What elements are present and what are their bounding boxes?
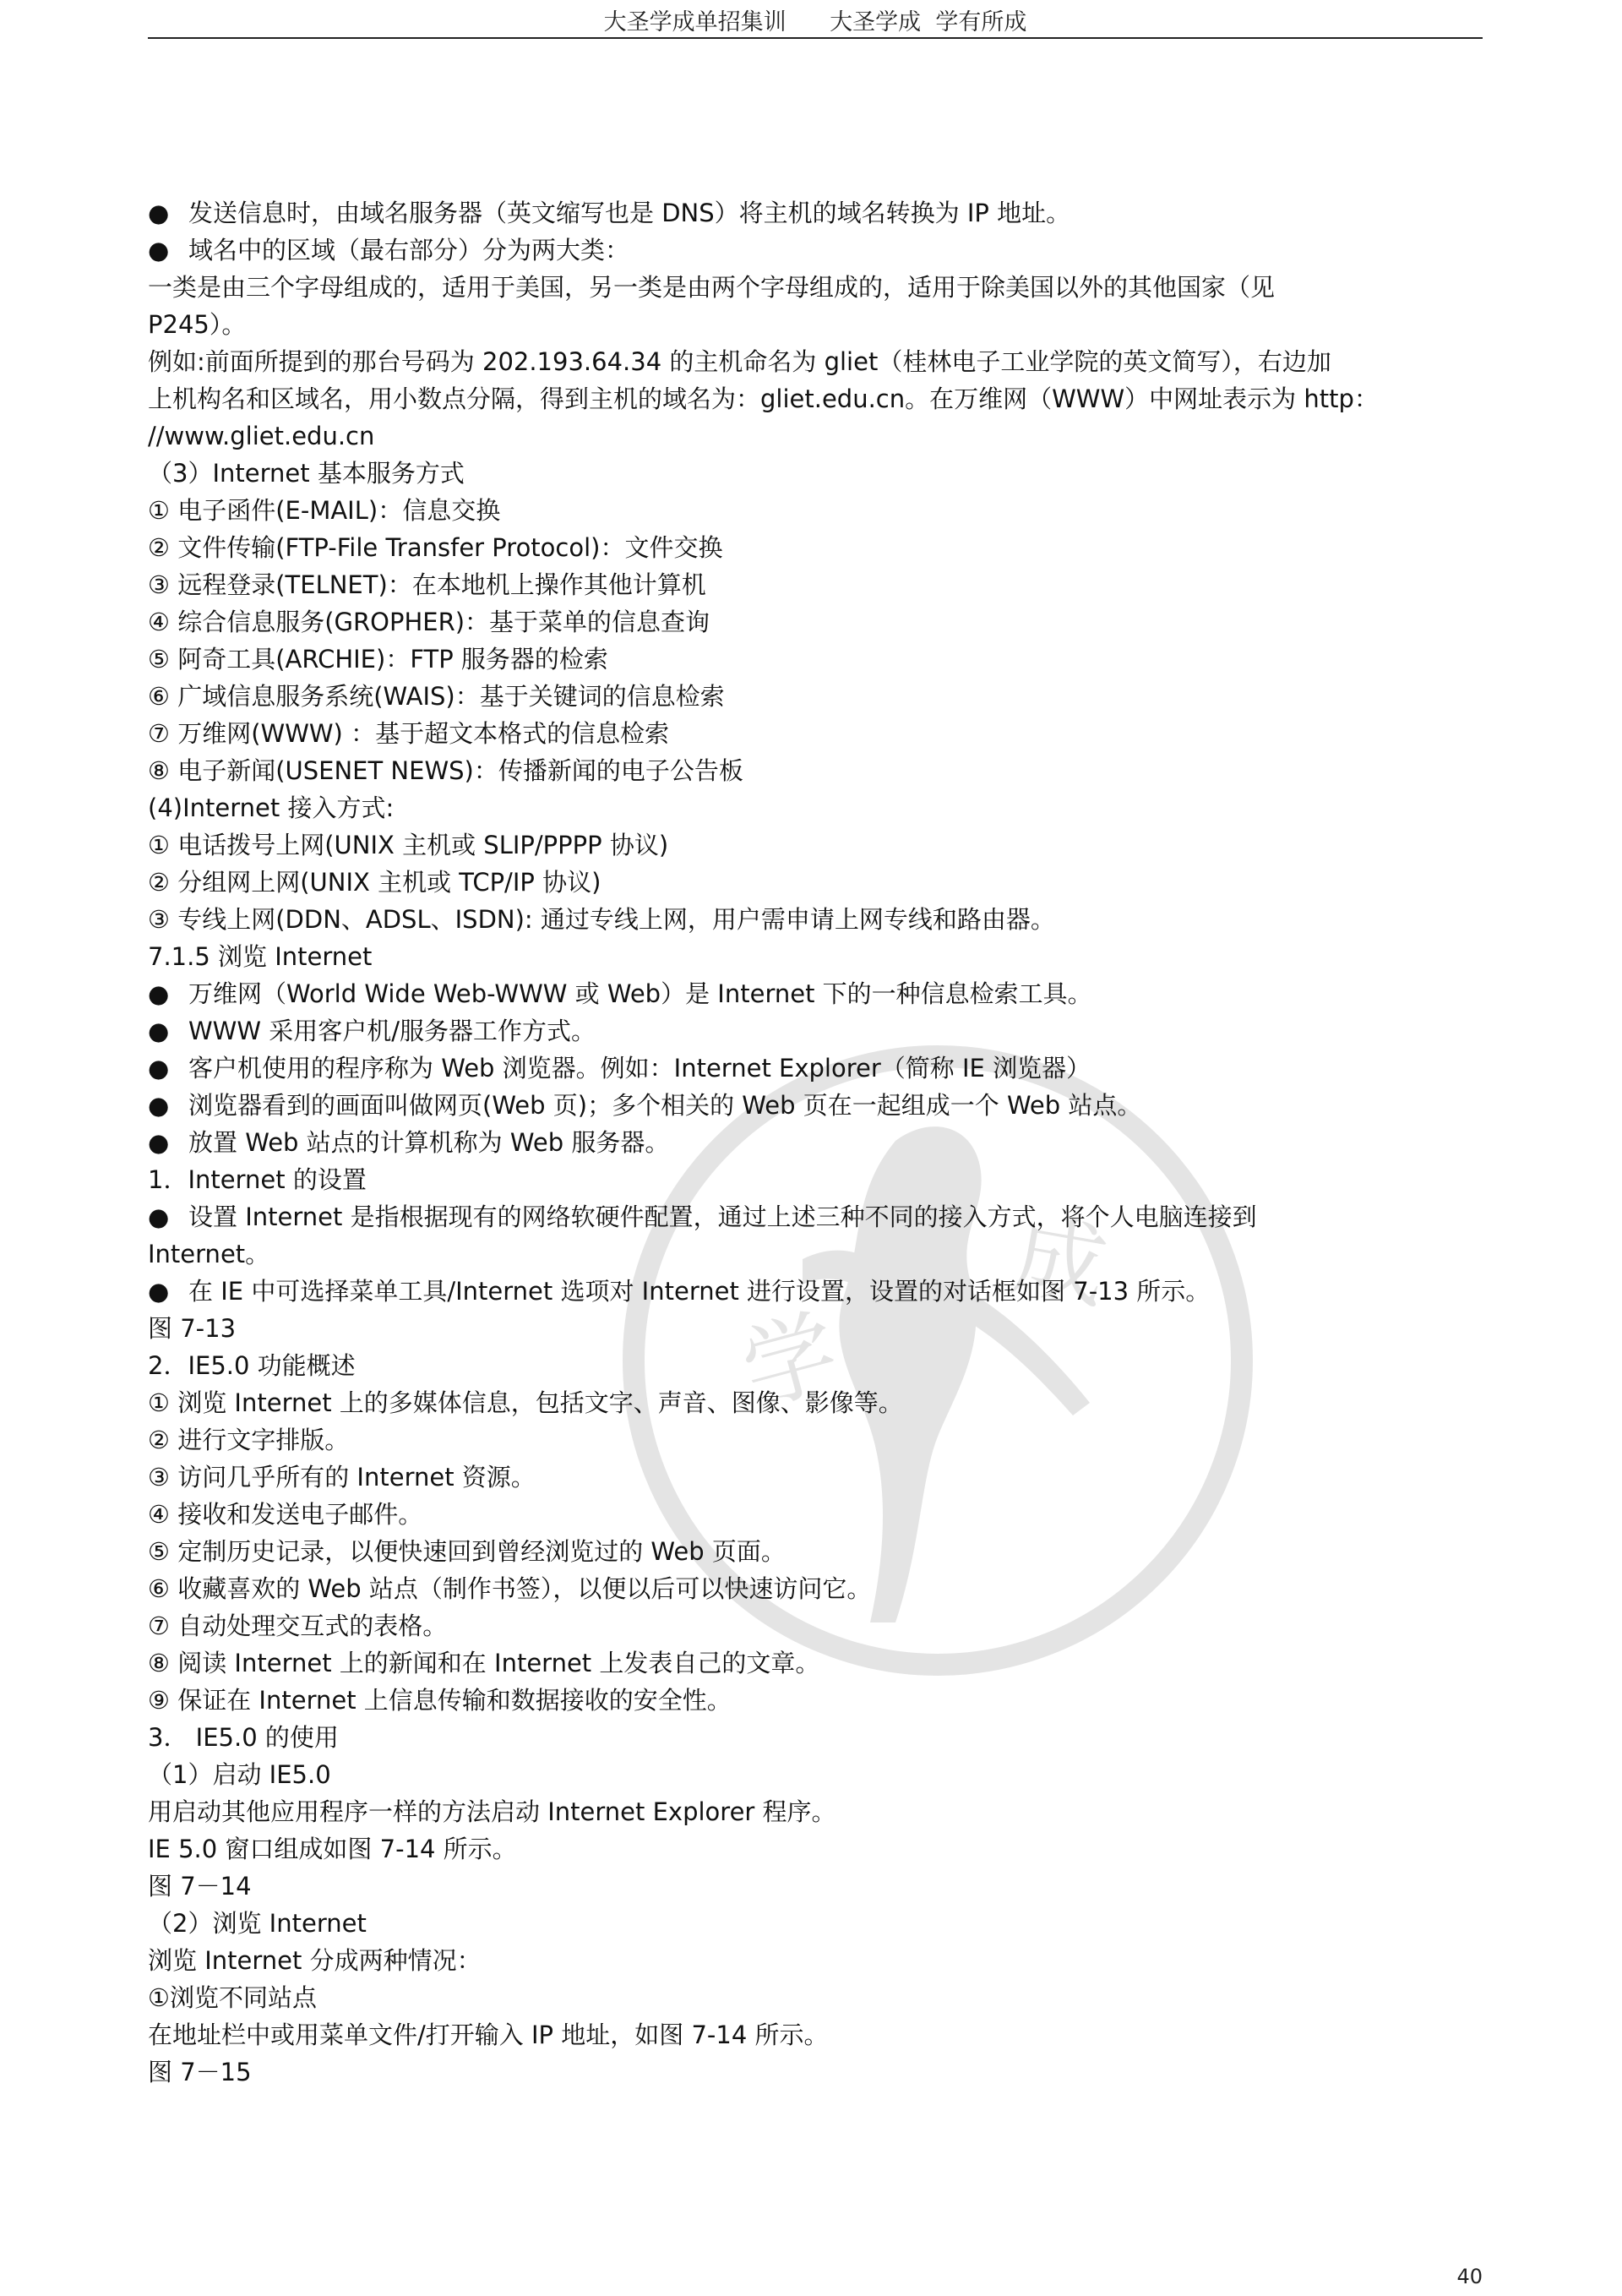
line-text: （2）浏览 Internet bbox=[148, 1909, 367, 1938]
line-text: ⑤ 阿奇工具(ARCHIE)：FTP 服务器的检索 bbox=[148, 645, 608, 674]
text-line bbox=[148, 789, 1483, 826]
bullet-line bbox=[148, 232, 1483, 269]
header-title: 大圣学成单招集训 大圣学成 学有所成 bbox=[603, 9, 1027, 35]
text-line bbox=[148, 641, 1483, 678]
line-text: 万维网（World Wide Web-WWW 或 Web）是 Internet 下的一种信息检索工具。 bbox=[188, 979, 1092, 1008]
text-line bbox=[148, 2016, 1483, 2053]
line-text: ① 电话拨号上网(UNIX 主机或 SLIP/PPPP 协议) bbox=[148, 831, 669, 859]
text-line bbox=[148, 380, 1483, 417]
line-text: 发送信息时，由域名服务器（英文缩写也是 DNS）将主机的域名转换为 IP 地址。 bbox=[188, 199, 1071, 227]
line-text: ⑥ 收藏喜欢的 Web 站点（制作书签），以便以后可以快速访问它。 bbox=[148, 1574, 872, 1603]
line-text: ② 进行文字排版。 bbox=[148, 1426, 350, 1454]
line-text: 图 7－15 bbox=[148, 2058, 252, 2086]
watermark-char-1: 学 bbox=[731, 1296, 850, 1426]
text-line bbox=[148, 1235, 1483, 1273]
page-header bbox=[148, 0, 1483, 39]
text-line bbox=[148, 864, 1483, 901]
line-text: 浏览 Internet 分成两种情况： bbox=[148, 1946, 482, 1975]
line-text: WWW 采用客户机/服务器工作方式。 bbox=[188, 1017, 596, 1045]
text-line bbox=[148, 901, 1483, 938]
line-text: 图 7－14 bbox=[148, 1872, 252, 1901]
text-line bbox=[148, 1384, 1483, 1421]
line-text: IE 5.0 窗口组成如图 7-14 所示。 bbox=[148, 1835, 517, 1863]
text-line bbox=[148, 1607, 1483, 1644]
bullet-icon: ● bbox=[148, 1277, 170, 1306]
text-line bbox=[148, 678, 1483, 715]
line-text: P245）。 bbox=[148, 310, 247, 339]
line-text: 例如:前面所提到的那台号码为 202.193.64.34 的主机命名为 gliet（桂林电子工业学院的英文简写），右边加 bbox=[148, 347, 1331, 376]
bullet-line bbox=[148, 975, 1483, 1012]
text-line bbox=[148, 1459, 1483, 1496]
text-line bbox=[148, 1682, 1483, 1719]
line-text: ⑤ 定制历史记录，以便快速回到曾经浏览过的 Web 页面。 bbox=[148, 1537, 786, 1566]
line-text: ① 电子函件(E-MAIL)：信息交换 bbox=[148, 496, 501, 525]
line-text: ① 浏览 Internet 上的多媒体信息，包括文字、声音、图像、影像等。 bbox=[148, 1388, 903, 1417]
text-line bbox=[148, 1533, 1483, 1570]
text-line bbox=[148, 752, 1483, 789]
text-line bbox=[148, 1905, 1483, 1942]
text-line bbox=[148, 417, 1483, 455]
bullet-line bbox=[148, 1124, 1483, 1161]
document-body bbox=[148, 194, 1483, 2091]
text-line bbox=[148, 715, 1483, 752]
bullet-icon: ● bbox=[148, 199, 170, 227]
bullet-icon: ● bbox=[148, 236, 170, 265]
line-text: 1．Internet 的设置 bbox=[148, 1165, 367, 1194]
line-text: 用启动其他应用程序一样的方法启动 Internet Explorer 程序。 bbox=[148, 1797, 836, 1826]
text-line bbox=[148, 1310, 1483, 1347]
text-line bbox=[148, 1719, 1483, 1756]
bullet-line bbox=[148, 1273, 1483, 1310]
line-text: ④ 综合信息服务(GROPHER)：基于菜单的信息查询 bbox=[148, 608, 710, 636]
line-text: 在地址栏中或用菜单文件/打开输入 IP 地址，如图 7-14 所示。 bbox=[148, 2021, 829, 2049]
line-text: 客户机使用的程序称为 Web 浏览器。例如：Internet Explorer（简称 IE 浏览器） bbox=[188, 1054, 1091, 1083]
line-text: 在 IE 中可选择菜单工具/Internet 选项对 Internet 进行设置，设置的对话框如图 7-13 所示。 bbox=[188, 1277, 1211, 1306]
line-text: ② 分组网上网(UNIX 主机或 TCP/IP 协议) bbox=[148, 868, 601, 897]
bullet-line bbox=[148, 194, 1483, 232]
text-line bbox=[148, 455, 1483, 492]
text-line bbox=[148, 1161, 1483, 1198]
bullet-line bbox=[148, 1198, 1483, 1235]
line-text: ①浏览不同站点 bbox=[148, 1983, 317, 2012]
text-line bbox=[148, 1756, 1483, 1793]
text-line bbox=[148, 938, 1483, 975]
line-text: 放置 Web 站点的计算机称为 Web 服务器。 bbox=[188, 1128, 670, 1157]
line-text: //www.gliet.edu.cn bbox=[148, 422, 375, 450]
line-text: ③ 专线上网(DDN、ADSL、ISDN): 通过专线上网，用户需申请上网专线和路由器。 bbox=[148, 905, 1055, 934]
bullet-icon: ● bbox=[148, 1128, 170, 1157]
line-text: 设置 Internet 是指根据现有的网络软硬件配置，通过上述三种不同的接入方式，将个人电脑连接到 bbox=[188, 1203, 1257, 1231]
page-number: 40 bbox=[1456, 2265, 1483, 2288]
text-line bbox=[148, 269, 1483, 306]
line-text: Internet。 bbox=[148, 1240, 270, 1268]
bullet-line bbox=[148, 1087, 1483, 1124]
text-line bbox=[148, 529, 1483, 566]
text-line bbox=[148, 306, 1483, 343]
text-line bbox=[148, 1868, 1483, 1905]
text-line bbox=[148, 492, 1483, 529]
text-line bbox=[148, 1644, 1483, 1682]
line-text: 域名中的区域（最右部分）分为两大类： bbox=[188, 236, 630, 265]
line-text: （1）启动 IE5.0 bbox=[148, 1760, 331, 1789]
bullet-icon: ● bbox=[148, 1054, 170, 1083]
line-text: 3． IE5.0 的使用 bbox=[148, 1723, 339, 1752]
line-text: ⑧ 电子新闻(USENET NEWS)：传播新闻的电子公告板 bbox=[148, 756, 743, 785]
line-text: ⑨ 保证在 Internet 上信息传输和数据接收的安全性。 bbox=[148, 1686, 732, 1715]
line-text: （3）Internet 基本服务方式 bbox=[148, 459, 465, 488]
line-text: 2．IE5.0 功能概述 bbox=[148, 1351, 356, 1380]
text-line bbox=[148, 1942, 1483, 1979]
line-text: ③ 访问几乎所有的 Internet 资源。 bbox=[148, 1463, 536, 1492]
text-line bbox=[148, 1979, 1483, 2016]
text-line bbox=[148, 1496, 1483, 1533]
line-text: 上机构名和区域名，用小数点分隔，得到主机的域名为：gliet.edu.cn。在万维网（WWW）中网址表示为 http： bbox=[148, 384, 1379, 413]
text-line bbox=[148, 1830, 1483, 1868]
line-text: ⑦ 自动处理交互式的表格。 bbox=[148, 1612, 448, 1640]
bullet-line bbox=[148, 1050, 1483, 1087]
text-line bbox=[148, 603, 1483, 641]
text-line bbox=[148, 343, 1483, 380]
line-text: ② 文件传输(FTP-File Transfer Protocol)：文件交换 bbox=[148, 533, 723, 562]
text-line bbox=[148, 566, 1483, 603]
watermark-char-2: 成 bbox=[1004, 1200, 1115, 1323]
bullet-icon: ● bbox=[148, 979, 170, 1008]
line-text: ③ 远程登录(TELNET)：在本地机上操作其他计算机 bbox=[148, 570, 706, 599]
line-text: ⑦ 万维网(WWW) ：基于超文本格式的信息检索 bbox=[148, 719, 670, 748]
text-line bbox=[148, 826, 1483, 864]
text-line bbox=[148, 1421, 1483, 1459]
line-text: ⑥ 广域信息服务系统(WAIS)：基于关键词的信息检索 bbox=[148, 682, 725, 711]
line-text: 浏览器看到的画面叫做网页(Web 页)；多个相关的 Web 页在一起组成一个 Web 站点。 bbox=[188, 1091, 1142, 1120]
line-text: 图 7-13 bbox=[148, 1314, 237, 1343]
text-line bbox=[148, 1570, 1483, 1607]
line-text: ④ 接收和发送电子邮件。 bbox=[148, 1500, 423, 1529]
line-text: ⑧ 阅读 Internet 上的新闻和在 Internet 上发表自己的文章。 bbox=[148, 1649, 820, 1677]
line-text: (4)Internet 接入方式: bbox=[148, 794, 395, 822]
bullet-icon: ● bbox=[148, 1017, 170, 1045]
bullet-line bbox=[148, 1012, 1483, 1050]
text-line bbox=[148, 1347, 1483, 1384]
text-line bbox=[148, 1793, 1483, 1830]
bullet-icon: ● bbox=[148, 1091, 170, 1120]
line-text: 一类是由三个字母组成的，适用于美国，另一类是由两个字母组成的，适用于除美国以外的其他国家（见 bbox=[148, 273, 1276, 302]
bullet-icon: ● bbox=[148, 1203, 170, 1231]
line-text: 7.1.5 浏览 Internet bbox=[148, 942, 373, 971]
text-line bbox=[148, 2053, 1483, 2091]
